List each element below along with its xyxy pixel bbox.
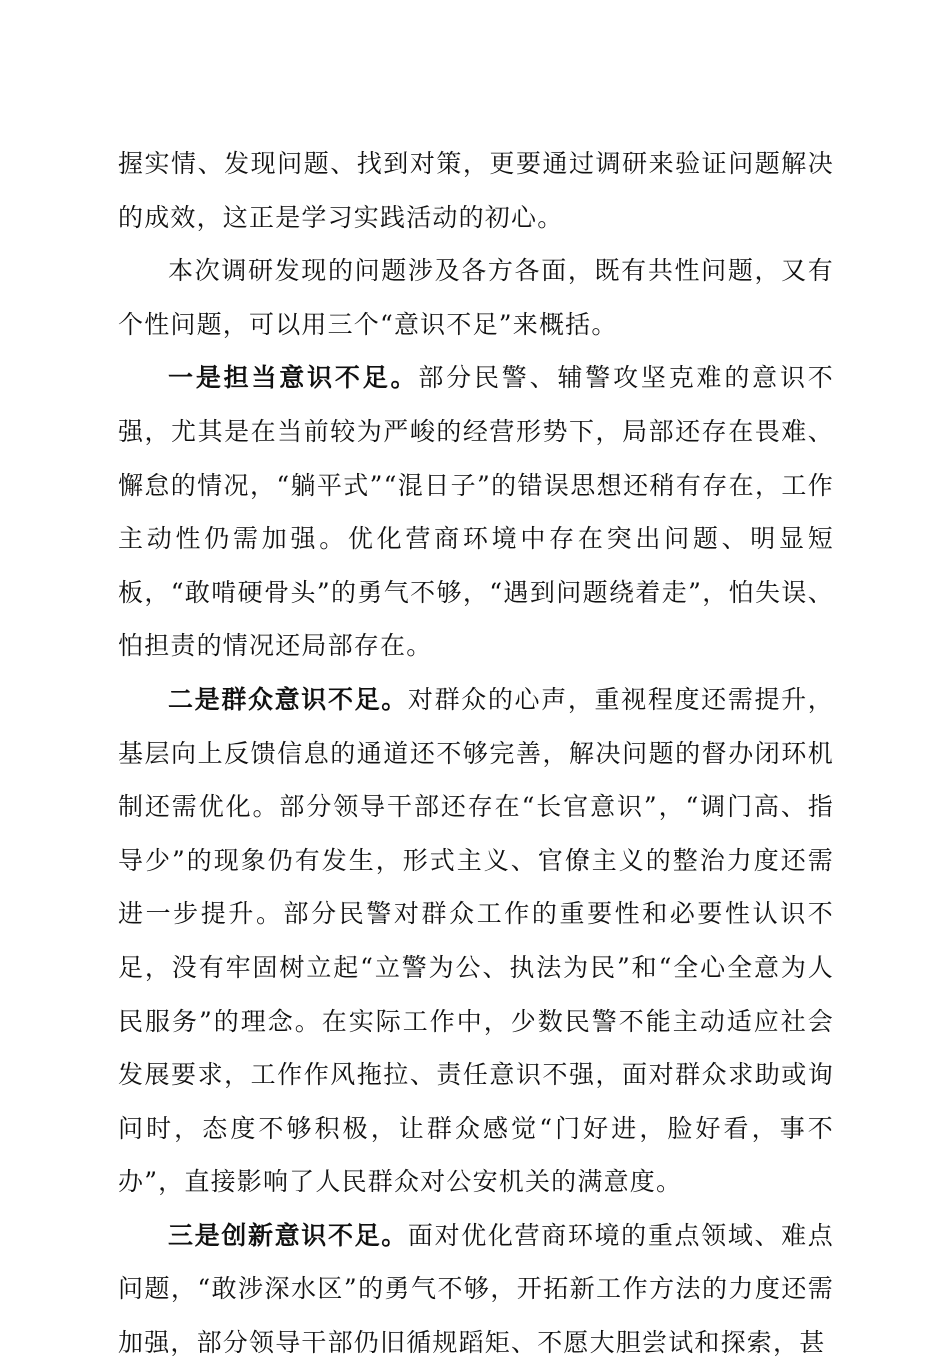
paragraph-text: 对群众的心声，重视程度还需提升，基层向上反馈信息的通道还不够完善，解决问题的督办闭环机制还需优化。部分领导干部还存在“长官意识”，“调门高、指导少”的现象仍有发生，形式主义、官僚主义的整治力度还需进一步提升。部分民警对群众工作的重要性和必要性认识不足，没有牢固树立起“立警为公、执法为民”和“全心全意为人民服务”的理念。在实际工作中，少数民警不能主动适应社会发展要求，工作作风拖拉、责任意识不强，面对群众求助或询问时，态度不够积极，让群众感觉“门好进，脸好看，事不办”，直接影响了人民群众对公安机关的满意度。: [118, 684, 834, 1197]
paragraph-lead-heading: 二是群众意识不足。: [168, 684, 408, 714]
paragraph-responsibility: [118, 351, 834, 673]
paragraph-continuation: [118, 137, 834, 244]
paragraph-summary: [118, 244, 834, 351]
paragraph-text: 本次调研发现的问题涉及各方各面，既有共性问题，又有个性问题，可以用三个“意识不足”来概括。: [118, 256, 834, 339]
paragraph-public-awareness: [118, 673, 834, 1209]
paragraph-lead-heading: 三是创新意识不足。: [168, 1220, 408, 1250]
paragraph-text: 面对优化营商环境的重点领域、难点问题，“敢涉深水区”的勇气不够，开拓新工作方法的力度还需加强，部分领导干部仍旧循规蹈矩、不愿大胆尝试和探索，甚: [118, 1220, 834, 1358]
paragraph-text: 握实情、发现问题、找到对策，更要通过调研来验证问题解决的成效，这正是学习实践活动的初心。: [118, 149, 834, 232]
paragraph-lead-heading: 一是担当意识不足。: [168, 363, 419, 393]
document-page: [118, 137, 834, 1370]
paragraph-text: 部分民警、辅警攻坚克难的意识不强，尤其是在当前较为严峻的经营形势下，局部还存在畏难、懈怠的情况，“躺平式”“混日子”的错误思想还稍有存在，工作主动性仍需加强。优化营商环境中存在突出问题、明显短板，“敢啃硬骨头”的勇气不够，“遇到问题绕着走”，怕失误、怕担责的情况还局部存在。: [118, 363, 834, 661]
paragraph-innovation: [118, 1209, 834, 1370]
